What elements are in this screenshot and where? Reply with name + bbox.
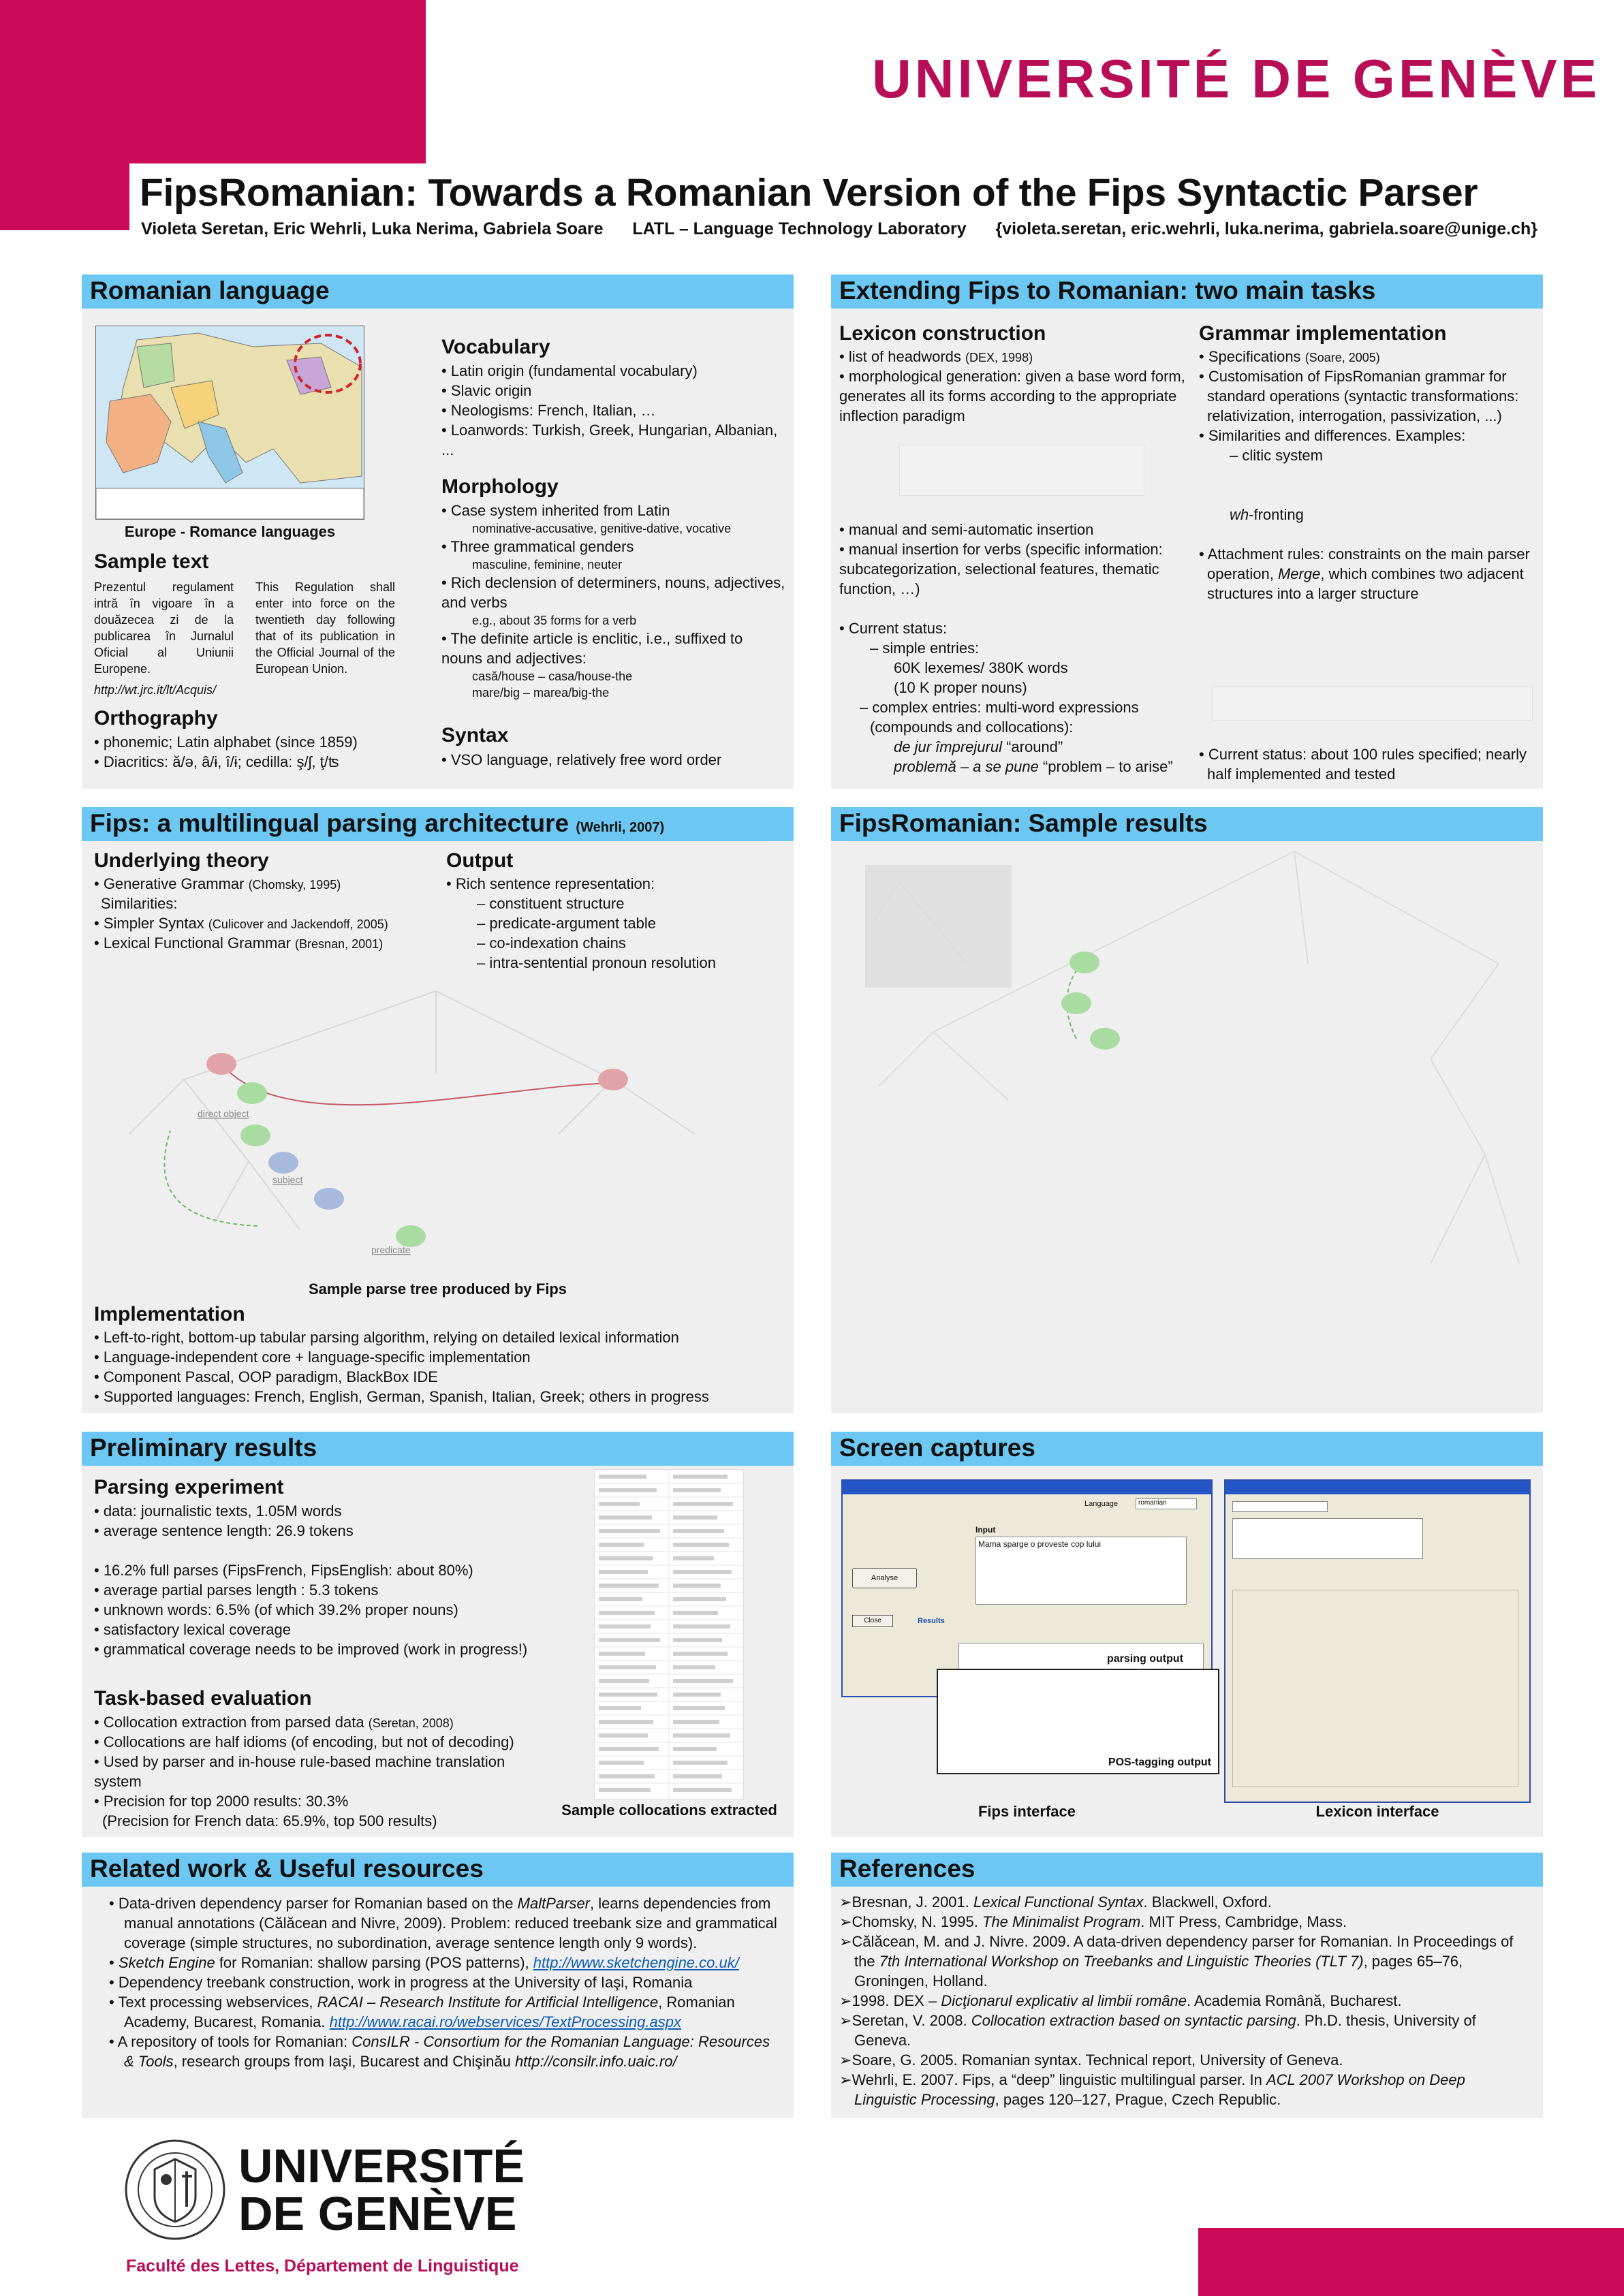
output-subitem: – predicate-argument table xyxy=(477,915,656,932)
lexicon-item: • Current status: xyxy=(839,620,948,637)
footer-university-line-2: DE GENÈVE xyxy=(238,2187,517,2240)
orthography-list xyxy=(94,732,435,772)
lab: LATL – Language Technology Laboratory xyxy=(632,219,967,238)
morphology-list xyxy=(441,501,785,701)
vocabulary-item: • Neologisms: French, Italian, … xyxy=(441,402,656,419)
lexicon-heading: Lexicon construction xyxy=(839,322,1046,345)
reference-item: ➢Soare, G. 2005. Romanian syntax. Technical report, University of Geneva. xyxy=(839,2051,1343,2069)
morphology-item: • Rich declension of determiners, nouns, adjectives, and verbs xyxy=(441,574,785,611)
author-line xyxy=(141,219,1537,239)
task-evaluation-heading: Task-based evaluation xyxy=(94,1687,312,1710)
map-caption: Europe - Romance languages xyxy=(124,523,336,540)
implementation-item: • Supported languages: French, English, German, Spanish, Italian, Greek; others in progress xyxy=(94,1388,709,1405)
pos-output-window xyxy=(937,1669,1219,1774)
lexicon-subitem: 60K lexemes/ 380K words xyxy=(894,659,1068,676)
lexicon-item: • manual and semi-automatic insertion xyxy=(839,521,1094,538)
europe-map xyxy=(95,326,364,520)
lexicon-entries-list[interactable] xyxy=(1232,1518,1423,1559)
theory-list xyxy=(94,874,435,953)
lexicon-list-2 xyxy=(839,520,1200,776)
vocabulary-list xyxy=(441,361,782,460)
attachment-rule-figure xyxy=(1213,687,1533,721)
task-item: • Collocations are half idioms (of encoding, but not of decoding) xyxy=(94,1733,514,1750)
morphology-subitem: masculine, feminine, neuter xyxy=(472,558,623,571)
collocations-caption: Sample collocations extracted xyxy=(561,1802,777,1819)
collocations-table-image xyxy=(594,1469,744,1799)
sample-result-tree xyxy=(831,841,1543,1413)
lexicon-example: de jur împrejurul “around” xyxy=(894,738,1063,755)
window-titlebar xyxy=(843,1481,1211,1494)
theory-item: Similarities: xyxy=(101,895,178,912)
orthography-heading: Orthography xyxy=(94,707,218,729)
lexicon-subitem: (10 K proper nouns) xyxy=(894,679,1027,696)
panel-references xyxy=(831,1853,1543,2118)
tree-label-subject: subject xyxy=(272,1174,303,1185)
task-item: • Precision for top 2000 results: 30.3% xyxy=(94,1793,349,1810)
parse-tree-caption: Sample parse tree produced by Fips xyxy=(308,1280,567,1298)
vocabulary-heading: Vocabulary xyxy=(441,336,550,358)
tree-label-direct-object: direct object xyxy=(198,1108,249,1119)
parsing-item: • average partial parses length : 5.3 tokens xyxy=(94,1582,379,1599)
window-titlebar xyxy=(1225,1481,1529,1494)
implementation-list xyxy=(94,1327,785,1406)
orthography-item: • Diacritics: ă/ə, â/ɨ, î/ɨ; cedilla: ş/ʃ, ţ/ʦ xyxy=(94,753,339,770)
brand-corner-top-left xyxy=(0,0,426,163)
language-label: Language xyxy=(1084,1500,1118,1508)
syntax-heading: Syntax xyxy=(441,724,509,746)
footer-university-name xyxy=(238,2139,525,2240)
related-item: • Text processing webservices, RACAI – Research Institute for Artificial Intelligence, Romanian Academy, Bucarest, Romania. http://www.racai.ro/webservices/TextProcessing.aspx xyxy=(109,1994,735,2030)
panel-sample-results xyxy=(831,807,1543,1413)
task-evaluation-list xyxy=(94,1712,544,1831)
morphology-item: • The definite article is enclitic, i.e., suffixed to nouns and adjectives: xyxy=(441,630,743,667)
sample-text-source: http://wt.jrc.it/lt/Acquis/ xyxy=(94,683,217,697)
lexicon-item: • morphological generation: given a base word form, generates all its forms according to the appropriate inflection paradigm xyxy=(839,368,1185,424)
sample-text-heading: Sample text xyxy=(94,550,209,573)
parsing-item: • average sentence length: 26.9 tokens xyxy=(94,1522,354,1539)
orthography-item: • phonemic; Latin alphabet (since 1859) xyxy=(94,734,358,751)
lexicon-item: • list of headwords (DEX, 1998) xyxy=(839,348,1033,365)
lexicon-list xyxy=(839,347,1200,426)
lexicon-search-field[interactable] xyxy=(1232,1501,1328,1512)
related-item: • Sketch Engine for Romanian: shallow parsing (POS patterns), http://www.sketchengine.co.uk/ xyxy=(109,1954,739,1971)
output-item: • Rich sentence representation: xyxy=(446,875,655,892)
lexicon-form-area xyxy=(1232,1590,1518,1787)
input-label: Input xyxy=(975,1525,996,1535)
close-button[interactable]: Close xyxy=(852,1615,893,1627)
panel-heading: References xyxy=(831,1853,1543,1887)
emails: {violeta.seretan, eric.wehrli, luka.nerima, gabriela.soare@unige.ch} xyxy=(995,219,1537,238)
panel-romanian-language xyxy=(82,274,794,789)
output-subitem: – intra-sentential pronoun resolution xyxy=(477,954,717,971)
parsing-item: • 16.2% full parses (FipsFrench, FipsEnglish: about 80%) xyxy=(94,1562,473,1579)
morphology-subitem: nominative-accusative, genitive-dative, vocative xyxy=(472,522,732,535)
vocabulary-item: • Slavic origin xyxy=(441,382,532,399)
parsing-output-label: parsing output xyxy=(1107,1653,1183,1665)
morph-generation-figure xyxy=(899,445,1144,496)
task-item: • Used by parser and in-house rule-based machine translation system xyxy=(94,1753,505,1790)
lexicon-subitem: – complex entries: multi-word expressions (compounds and collocations): xyxy=(860,699,1139,736)
panel-heading: Related work & Useful resources xyxy=(82,1853,794,1887)
parsing-item: • satisfactory lexical coverage xyxy=(94,1621,291,1638)
lexicon-item: • manual insertion for verbs (specific information: subcategorization, selectional features, thematic function, …) xyxy=(839,541,1163,597)
reference-item: ➢1998. DEX – Dicţionarul explicativ al limbii române. Academia Română, Bucharest. xyxy=(839,1992,1402,2009)
grammar-item: • Attachment rules: constraints on the main parser operation, Merge, which combines two adjacent structures into a larger structure xyxy=(1199,546,1530,602)
brand-corner-bottom-right xyxy=(1198,2228,1624,2296)
sketchengine-link[interactable]: http://www.sketchengine.co.uk/ xyxy=(533,1954,739,1971)
morphology-subitem: e.g., about 35 forms for a verb xyxy=(472,614,637,627)
tree-label-predicate: predicate xyxy=(371,1244,411,1255)
panel-heading: Extending Fips to Romanian: two main tasks xyxy=(831,274,1543,309)
panel-heading: Screen captures xyxy=(831,1432,1543,1466)
panel-heading: Romanian language xyxy=(82,274,794,309)
theory-item: • Simpler Syntax (Culicover and Jackendoff, 2005) xyxy=(94,915,388,932)
reference-item: ➢Seretan, V. 2008. Collocation extraction based on syntactic parsing. Ph.D. thesis, University of Geneva. xyxy=(839,2012,1476,2049)
related-item: • Dependency treebank construction, work in progress at the University of Iaşi, Romania xyxy=(109,1974,693,1991)
university-seal-icon xyxy=(124,2139,226,2241)
sample-text-english: This Regulation shall enter into force on the twentieth day following that of its publication in the Official Journal of the European Union. xyxy=(255,580,395,676)
analyse-button[interactable]: Analyse xyxy=(852,1568,917,1588)
grammar-subitem: – clitic system xyxy=(1230,447,1323,464)
reference-item: ➢Călăcean, M. and J. Nivre. 2009. A data-driven dependency parser for Romanian. In Proceedings of the 7th International Workshop on Treebanks and Linguistic Theories (TLT 7), pages 65–76, Groningen, Holland. xyxy=(839,1933,1514,1990)
university-logo-text: UNIVERSITÉ DE GENÈVE xyxy=(872,48,1601,109)
grammar-heading: Grammar implementation xyxy=(1199,322,1447,345)
sample-text-romanian: Prezentul regulament intră în vigoare în a douăzecea zi de la publicarea în Jurnalul Oficial al Uniunii Europene. xyxy=(94,580,234,676)
lexicon-example: problemă – a se pune “problem – to arise” xyxy=(894,758,1173,775)
implementation-item: • Left-to-right, bottom-up tabular parsing algorithm, relying on detailed lexical information xyxy=(94,1329,679,1346)
grammar-subitem: wh-fronting xyxy=(1230,506,1304,523)
lexicon-interface-window xyxy=(1224,1479,1531,1803)
authors: Violeta Seretan, Eric Wehrli, Luka Nerima, Gabriela Soare xyxy=(141,219,604,238)
panel-related-work xyxy=(82,1853,794,2118)
task-item: (Precision for French data: 65.9%, top 500 results) xyxy=(102,1812,437,1829)
fips-interface-caption: Fips interface xyxy=(978,1803,1076,1820)
panel-preliminary-results xyxy=(82,1432,794,1837)
output-heading: Output xyxy=(446,849,514,872)
collocation-rows xyxy=(595,1470,743,1799)
implementation-item: • Component Pascal, OOP paradigm, BlackBox IDE xyxy=(94,1368,438,1385)
parsing-item: • grammatical coverage needs to be improved (work in progress!) xyxy=(94,1641,528,1658)
lexicon-subitem: – simple entries: xyxy=(870,640,980,657)
reference-item: ➢Bresnan, J. 2001. Lexical Functional Syntax. Blackwell, Oxford. xyxy=(839,1893,1272,1910)
implementation-heading: Implementation xyxy=(94,1303,245,1325)
racai-link[interactable]: http://www.racai.ro/webservices/TextProcessing.aspx xyxy=(329,2013,682,2030)
grammar-list xyxy=(1199,347,1536,603)
grammar-item: • Specifications (Soare, 2005) xyxy=(1199,348,1380,365)
implementation-item: • Language-independent core + language-specific implementation xyxy=(94,1349,531,1366)
theory-heading: Underlying theory xyxy=(94,849,269,872)
consilr-link[interactable]: http://consilr.info.uaic.ro/ xyxy=(514,2053,677,2070)
results-label: Results xyxy=(918,1617,945,1625)
theory-item: • Generative Grammar (Chomsky, 1995) xyxy=(94,875,341,892)
grammar-item: • Similarities and differences. Examples: xyxy=(1199,427,1466,444)
reference-item: ➢Wehrli, E. 2007. Fips, a “deep” linguistic multilingual parser. In ACL 2007 Workshop on Deep Linguistic Processing, pages 120–127, Prague, Czech Republic. xyxy=(839,2071,1465,2108)
input-textarea[interactable]: Mama sparge o proveste cop lului xyxy=(975,1537,1187,1605)
vocabulary-item: • Latin origin (fundamental vocabulary) xyxy=(441,362,698,379)
morphology-item: • Case system inherited from Latin xyxy=(441,502,670,519)
reference-item: ➢Chomsky, N. 1995. The Minimalist Program. MIT Press, Cambridge, Mass. xyxy=(839,1913,1347,1930)
panel-screen-captures xyxy=(831,1432,1543,1837)
grammar-item: • Customisation of FipsRomanian grammar for standard operations (syntactic transformations: relativization, interrogation, passivization, ...) xyxy=(1199,368,1519,424)
task-item: • Collocation extraction from parsed data (Seretan, 2008) xyxy=(94,1714,454,1731)
theory-item: • Lexical Functional Grammar (Bresnan, 2001) xyxy=(94,934,384,952)
related-item: • Data-driven dependency parser for Romanian based on the MaltParser, learns dependencies from manual annotations (Călăcean and Nivre, 2009). Problem: reduced treebank size and grammatical coverage (simple structures, no subordination, average sentence length only 9 words). xyxy=(109,1895,777,1951)
parsing-item: • unknown words: 6.5% (of which 39.2% proper nouns) xyxy=(94,1601,458,1618)
pos-output-label: POS-tagging output xyxy=(1108,1757,1211,1768)
panel-heading: FipsRomanian: Sample results xyxy=(831,807,1543,841)
panel-heading: Preliminary results xyxy=(82,1432,794,1466)
grammar-status: • Current status: about 100 rules specified; nearly half implemented and tested xyxy=(1199,746,1527,783)
related-item: • A repository of tools for Romanian: ConsILR - Consortium for the Romanian Language: Resources & Tools, research groups from Iaşi, Bucarest and Chişinău http://consilr.info.uaic.ro/ xyxy=(109,2033,770,2070)
parsing-experiment-heading: Parsing experiment xyxy=(94,1476,284,1498)
lexicon-interface-caption: Lexicon interface xyxy=(1315,1803,1439,1820)
output-subitem: – co-indexation chains xyxy=(477,934,626,952)
panel-heading: Fips: a multilingual parsing architecture (Wehrli, 2007) xyxy=(82,807,794,841)
morphology-subitem: mare/big – marea/big-the xyxy=(472,686,610,699)
sample-parse-tree xyxy=(82,977,794,1257)
parsing-experiment-list xyxy=(94,1501,530,1659)
morphology-item: • Three grammatical genders xyxy=(441,538,634,555)
output-subitem: – constituent structure xyxy=(477,895,625,912)
footer-faculty: Faculté des Lettes, Département de Linguistique xyxy=(126,2256,519,2276)
morphology-heading: Morphology xyxy=(441,475,559,498)
brand-corner-top-left-strip xyxy=(0,163,129,230)
output-list xyxy=(446,874,787,973)
morphology-subitem: casă/house – casa/house-the xyxy=(472,670,633,683)
footer-university-line-1: UNIVERSITÉ xyxy=(238,2139,525,2192)
map-graphic xyxy=(96,326,364,519)
vocabulary-item: • Loanwords: Turkish, Greek, Hungarian, Albanian, ... xyxy=(441,422,778,458)
parsing-item: • data: journalistic texts, 1.05M words xyxy=(94,1503,342,1520)
syntax-item: • VSO language, relatively free word order xyxy=(441,751,722,768)
language-select[interactable]: romanian xyxy=(1136,1498,1197,1509)
panel-fips-architecture xyxy=(82,807,794,1413)
poster-title: FipsRomanian: Towards a Romanian Version of the Fips Syntactic Parser xyxy=(140,171,1478,215)
panel-extending-fips xyxy=(831,274,1543,789)
